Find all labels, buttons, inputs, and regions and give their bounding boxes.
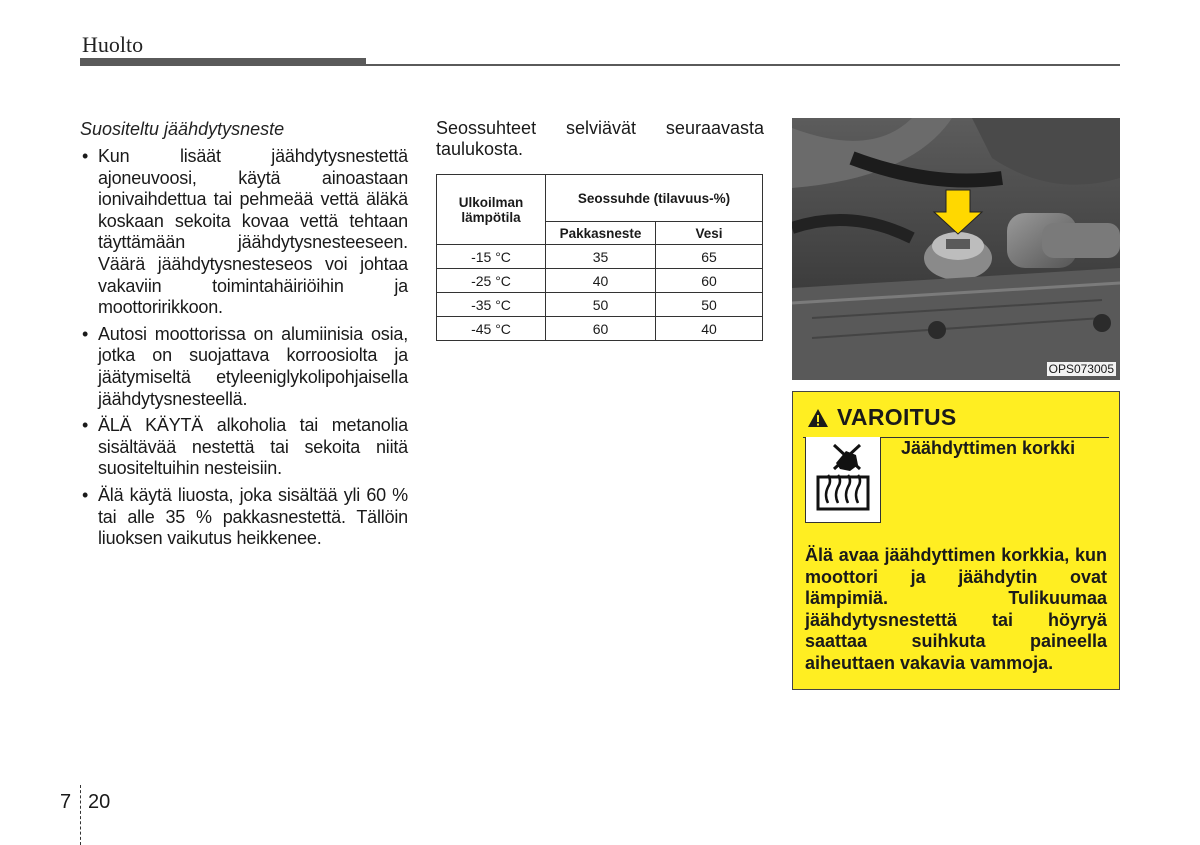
table-row <box>437 317 763 341</box>
table-cell: 50 <box>546 293 656 317</box>
table-cell: 40 <box>656 317 763 341</box>
page-number: 20 <box>88 791 111 813</box>
photo-caption: OPS073005 <box>1048 362 1114 376</box>
table-cell: 60 <box>546 317 656 341</box>
engine-bay-illustration <box>792 118 1120 380</box>
table-header-water: Vesi <box>656 222 763 245</box>
table-intro: Seossuhteet selviävät seuraavasta taulukosta. <box>436 118 764 159</box>
section-title: Suositeltu jäähdytysneste <box>80 119 285 139</box>
warning-header <box>807 404 957 431</box>
table-header-ratio: Seossuhde (tilavuus-%) <box>546 175 763 222</box>
table-row <box>437 293 763 317</box>
table-cell: 35 <box>546 245 656 269</box>
bullet-list <box>80 146 408 550</box>
bullet-item: • Älä käytä liuosta, joka sisältää yli 60 % tai alle 35 % pakkasnestettä. Tällöin liuoksen vaikutus heikkenee. <box>80 485 408 550</box>
warning-subtitle: Jäähdyttimen korkki <box>901 438 1076 458</box>
table-cell: 50 <box>656 293 763 317</box>
header-rule <box>366 64 1120 66</box>
table-cell: -45 °C <box>437 317 546 341</box>
bullet-item: • Kun lisäät jäähdytysnestettä ajoneuvoosi, käytä ainoastaan ionivaihdettua tai pehmeää vettä äläkä koskaan sekoita kovaa vettä tehtaan täyttämään jäähdytysnesteeseen. Väärä jäähdytysnesteseos voi johtaa vakaviin toimintahäiriöihin ja moottoririkkoon. <box>80 146 408 319</box>
mixture-table <box>436 174 763 341</box>
table-cell: 40 <box>546 269 656 293</box>
header-bar <box>80 58 366 66</box>
warning-title: VAROITUS <box>837 404 957 430</box>
bullet-item: • Autosi moottorissa on alumiinisia osia, jotka on suojattava korroosiolta ja jäätymiseltä etyleeniglykolipohjaisella jäähdytysnesteellä. <box>80 324 408 410</box>
table-row <box>437 269 763 293</box>
table-cell: -25 °C <box>437 269 546 293</box>
table-cell: 65 <box>656 245 763 269</box>
engine-photo <box>792 118 1120 380</box>
radiator-cap-hand-icon <box>805 437 881 523</box>
middle-column <box>436 118 764 341</box>
warning-triangle-icon <box>807 408 829 428</box>
page-title: Huolto <box>82 32 144 57</box>
table-cell: -15 °C <box>437 245 546 269</box>
left-column <box>80 118 408 555</box>
table-header-temperature: Ulkoilman lämpötila <box>437 175 546 245</box>
table-cell: -35 °C <box>437 293 546 317</box>
warning-box <box>792 391 1120 690</box>
table-row <box>437 245 763 269</box>
warning-text: Älä avaa jäähdyttimen korkkia, kun moottori ja jäähdytin ovat lämpimiä. Tulikuumaa jäähdytysnestettä tai höyryä saattaa suihkuta paineella aiheuttaen vakavia vammoja. <box>805 545 1107 673</box>
chapter-number: 7 <box>60 791 72 813</box>
table-cell: 60 <box>656 269 763 293</box>
bullet-item: • ÄLÄ KÄYTÄ alkoholia tai metanolia sisältävää nestettä tai sekoita niitä suositeltuihin nesteisiin. <box>80 415 408 480</box>
footer-divider <box>80 785 81 845</box>
table-header-antifreeze: Pakkasneste <box>546 222 656 245</box>
